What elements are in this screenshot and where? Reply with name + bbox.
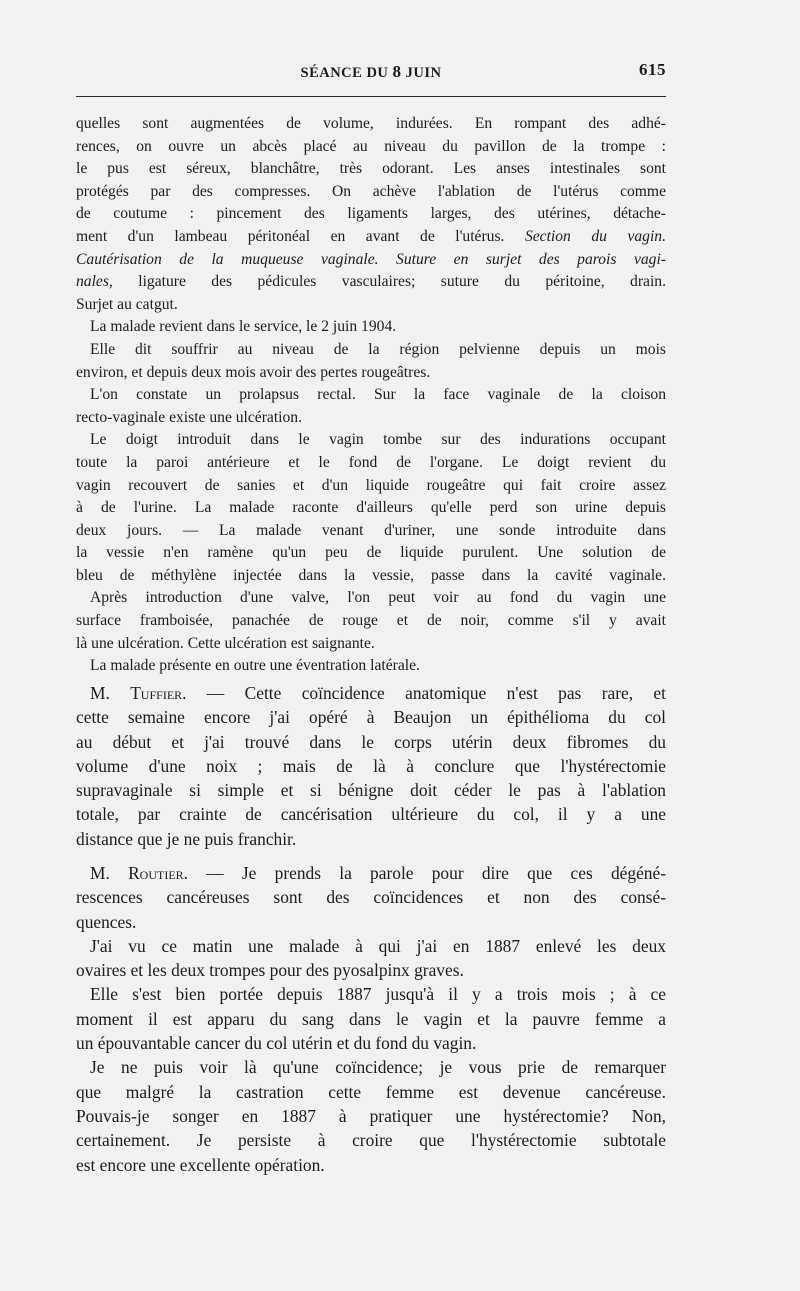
running-title <box>76 62 666 82</box>
text-line: J'ai vu ce matin une malade à qui j'ai en 1887 enlevé les deux <box>90 935 666 956</box>
text-line: là une ulcération. Cette ulcération est saignante. <box>76 634 375 652</box>
speaker-name: Routier. <box>128 863 189 883</box>
text-line: recto-vaginale existe une ulcération. <box>76 408 303 426</box>
text-line: un épouvantable cancer du col utérin et du fond du vagin. <box>76 1033 477 1054</box>
text-line: Elle s'est bien portée depuis 1887 jusqu'à il y a trois mois ; à ce <box>90 984 666 1005</box>
text-line <box>76 681 666 705</box>
speaker-name: Tuffier. <box>130 683 187 703</box>
text-line: quences. <box>76 911 137 932</box>
text-line: Je ne puis voir là qu'une coïncidence; je vous prie de remarquer <box>90 1057 666 1078</box>
speaker-prefix: M. <box>90 863 129 883</box>
text-line: Pouvais-je songer en 1887 à pratiquer une hystérectomie? Non, <box>76 1105 666 1126</box>
text-line: quelles sont augmentées de volume, indurées. En rompant des adhé- <box>76 115 666 132</box>
speaker-prefix: M. <box>90 683 131 703</box>
text-line: distance que je ne puis franchir. <box>76 828 297 849</box>
text-line: protégés par des compresses. On achève l'ablation de l'utérus comme <box>76 182 666 200</box>
text-line: totale, par crainte de cancérisation ultérieure du col, il y a une <box>76 804 666 825</box>
title-day: 8 <box>392 62 402 81</box>
page-number: 615 <box>639 60 666 79</box>
text-segment: ligature des pédicules vasculaires; suture du péritoine, drain. <box>112 273 666 291</box>
text-line: supravaginale si simple et si bénigne doit céder le pas à l'ablation <box>76 780 666 801</box>
text-segment: — Je prends la parole pour dire que ces dégéné- <box>188 863 666 883</box>
routier-remarks <box>76 861 666 1177</box>
text-line: le pus est séreux, blanchâtre, très odorant. Les anses intestinales sont <box>76 160 666 178</box>
text-line: au début et j'ai trouvé dans le corps utérin deux fibromes du <box>76 731 666 752</box>
text-line: La malade revient dans le service, le 2 juin 1904. <box>90 318 397 336</box>
text-line: rences, on ouvre un abcès placé au niveau du pavillon de la trompe : <box>76 137 666 155</box>
text-line: certainement. Je persiste à croire que l'hystérectomie subtotale <box>76 1130 666 1151</box>
text-line: moment il est apparu du sang dans le vagin et la pauvre femme a <box>76 1008 666 1029</box>
text-line: cette semaine encore j'ai opéré à Beaujon un épithélioma du col <box>76 707 666 728</box>
text-segment: ment d'un lambeau péritonéal en avant de l'utérus. <box>76 227 505 245</box>
title-part-2: JUIN <box>401 65 442 81</box>
text-line <box>76 226 666 249</box>
case-observation <box>76 113 666 678</box>
text-line: vagin recouvert de sanies et d'un liquide rougeâtre qui fait croire assez <box>76 476 666 494</box>
running-header <box>76 58 666 88</box>
text-line: L'on constate un prolapsus rectal. Sur la face vaginale de la cloison <box>90 386 666 404</box>
text-line: La malade présente en outre une éventration latérale. <box>90 657 420 675</box>
text-line: surface framboisée, panachée de rouge et de noir, comme s'il y avait <box>76 612 666 630</box>
text-line <box>76 271 666 294</box>
text-line: toute la paroi antérieure et le fond de l'organe. Le doigt revient du <box>76 453 666 471</box>
text-line: que malgré la castration cette femme est devenue cancéreuse. <box>76 1081 666 1102</box>
header-rule <box>76 96 666 97</box>
title-part-1: SÉANCE DU <box>300 65 393 81</box>
text-line: la vessie n'en ramène qu'un peu de liquide purulent. Une solution de <box>76 544 666 562</box>
text-line: est encore une excellente opération. <box>76 1154 325 1175</box>
text-line: ovaires et les deux trompes pour des pyosalpinx graves. <box>76 960 464 981</box>
italic-segment: Section du vagin. <box>524 227 666 245</box>
text-line: Après introduction d'une valve, l'on peut voir au fond du vagin une <box>90 589 666 607</box>
text-line: à de l'urine. La malade raconte d'ailleurs qu'elle perd son urine depuis <box>76 499 666 517</box>
text-line: Surjet au catgut. <box>76 295 178 313</box>
text-line <box>76 861 666 885</box>
text-line: Le doigt introduit dans le vagin tombe sur des indurations occupant <box>90 431 666 449</box>
text-line: deux jours. — La malade venant d'uriner, une sonde introduite dans <box>76 521 666 539</box>
text-line-italic: Cautérisation de la muqueuse vaginale. Suture en surjet des parois vagi- <box>76 250 666 268</box>
tuffier-remarks <box>76 681 666 851</box>
text-line: Elle dit souffrir au niveau de la région pelvienne depuis un mois <box>90 340 666 358</box>
text-segment: — Cette coïncidence anatomique n'est pas rare, et <box>186 683 666 703</box>
text-line: bleu de méthylène injectée dans la vessie, passe dans la cavité vaginale. <box>76 566 666 584</box>
text-line: volume d'une noix ; mais de là à conclure que l'hystérectomie <box>76 755 666 776</box>
text-line: environ, et depuis deux mois avoir des pertes rougeâtres. <box>76 363 431 381</box>
text-line: de coutume : pincement des ligaments larges, des utérines, détache- <box>76 205 666 223</box>
italic-segment: nales, <box>76 273 113 291</box>
text-line: rescences cancéreuses sont des coïncidences et non des consé- <box>76 887 666 908</box>
